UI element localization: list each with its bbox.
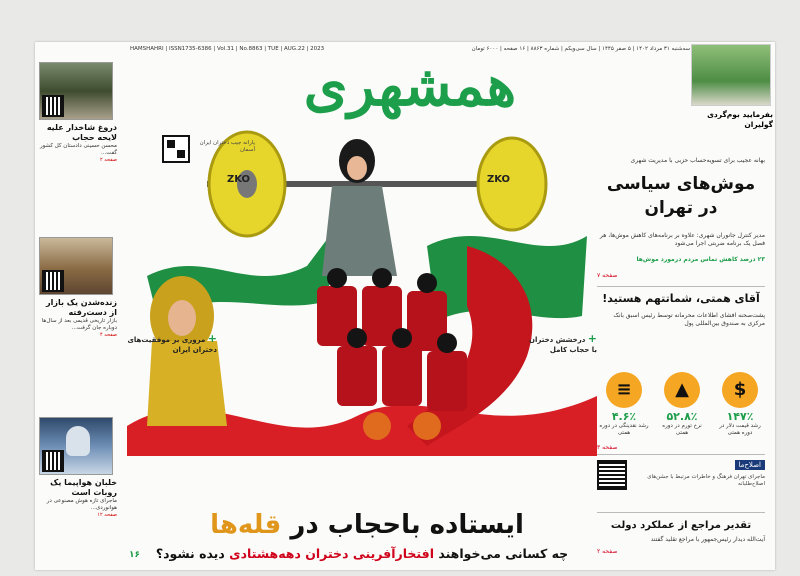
feature-illustration	[127, 126, 597, 456]
third-page: صفحه ۲	[597, 548, 618, 555]
right-main-page: صفحه ۷	[597, 272, 618, 279]
left-story-2-page: صفحه ۴	[100, 332, 117, 338]
note-right[interactable]	[527, 334, 597, 355]
stats-row	[597, 372, 765, 452]
qr-code-icon	[42, 95, 64, 117]
left-story-3-body: ماجرای تازه هوش مصنوعی در هوانوردی...	[46, 498, 117, 511]
stat-value: ۴.۶٪	[611, 410, 637, 423]
reform-box[interactable]	[597, 460, 765, 500]
basketball	[363, 412, 391, 440]
left-story-2-headline: زنده‌شدن یک بازار از دست‌رفته	[46, 298, 117, 317]
money-stack-icon: ≡	[606, 372, 642, 408]
main-kicker: بهانه عجیب برای تسویه‌حساب حزبی با مدیریت شهری	[630, 157, 765, 164]
center-feature	[127, 126, 597, 570]
left-story-2[interactable]	[39, 237, 117, 338]
feature-photo	[127, 126, 597, 456]
right-column	[595, 42, 773, 570]
stat-caption: نرخ تورم در دوره همتی	[662, 423, 702, 436]
basketball	[413, 412, 441, 440]
left-story-3[interactable]	[39, 417, 117, 518]
left-story-1-body: محسن حسینی دادستان کل کشور گفت...	[39, 143, 117, 156]
newspaper-logo: همشهری	[303, 53, 517, 119]
dollar-icon: $	[722, 372, 758, 408]
left-story-1-page: صفحه ۲	[100, 157, 117, 163]
plate-label-left: ZKO	[227, 174, 251, 185]
plate-label-right: ZKO	[487, 174, 511, 185]
girl-face	[168, 300, 196, 336]
center-page-number: ۱۶	[129, 550, 140, 560]
stat-dollar	[715, 372, 765, 437]
center-top-note: یارانه جیب دختران ایران آسمان	[199, 140, 255, 153]
parliament-photo	[39, 62, 113, 120]
subhead	[137, 546, 587, 561]
subhead-part-3: دیده نشود؟	[155, 546, 225, 561]
qr-code-icon	[42, 450, 64, 472]
reform-badge: اصلاح‌ما	[735, 460, 765, 470]
stat-value: ۵۲.۸٪	[666, 410, 698, 423]
left-column	[39, 62, 117, 562]
newspaper-front-page	[35, 42, 775, 570]
subhead-part-2: افتخارآفرینی دختران دهه‌هشتادی	[229, 546, 434, 561]
third-body: آیت‌الله دیدار رئیس‌جمهور با مراجع تقلید گفتند	[650, 536, 765, 543]
plus-icon: +	[587, 332, 597, 345]
robot-photo	[39, 417, 113, 475]
bazaar-photo	[39, 237, 113, 295]
center-qr-code-icon	[163, 136, 189, 162]
qr-code-icon	[597, 460, 627, 490]
stat-caption: رشد قیمت دلار در دوره همتی	[719, 423, 761, 436]
stat-caption: رشد نقدینگی در دوره همتی	[599, 423, 649, 436]
meta-english: HAMSHAHRI | ISSN1735-6386 | Vol.31 | No.8863 | TUE | AUG.22 | 2023	[130, 46, 325, 52]
right-main-bullet: ۲۳ درصد کاهش تماس مردم درمورد موش‌ها	[636, 256, 765, 263]
left-story-2-body: بازار تاریخی قدیمی بعد از سال‌ها دوباره جان گرفت...	[41, 318, 117, 331]
qr-code-icon	[42, 270, 64, 292]
second-body: پشت‌صحنه افشای اطلاعات محرمانه توسط رئیس اسبق بانک مرکزی به صندوق بین‌المللی پول	[613, 312, 765, 327]
second-headline[interactable]: آقای همتی، شماتتهم هستید!	[602, 292, 760, 305]
left-story-3-headline: خلبان هواپیما یک روبات است	[50, 478, 117, 497]
promo-photo	[691, 44, 771, 106]
meta-persian: سه‌شنبه ۳۱ مرداد ۱۴۰۲ | ۵ صفر ۱۴۴۵ | سال سی‌ویکم | شماره ۸۸۶۳ | ۱۶ صفحه | ۶۰۰۰ تومان	[471, 46, 690, 52]
note-left[interactable]	[127, 334, 217, 355]
lifter-face	[347, 156, 367, 180]
lifter-body	[322, 186, 397, 276]
divider	[597, 454, 765, 455]
plus-icon: +	[207, 332, 217, 345]
second-page: صفحه ۳	[597, 444, 618, 451]
stat-liquidity	[599, 372, 649, 437]
right-main-headline[interactable]: موش‌های سیاسی در تهران	[606, 174, 756, 218]
left-story-3-page: صفحه ۱۲	[97, 512, 117, 518]
subhead-part-1: چه کسانی می‌خواهند	[438, 546, 569, 561]
right-main-body: مدیر کنترل جانوران شهری: علاوه بر برنامه‌های کاهش موش‌ها، هر فصل یک برنامه ضربتی اجرا می‌شود	[599, 232, 765, 247]
chart-up-icon: ▲	[664, 372, 700, 408]
left-story-1-headline: دروغ شاخدار علیه لایحه حجاب	[46, 123, 117, 142]
headline-part-2: قله‌ها	[210, 510, 282, 540]
headline-part-1: ایستاده باحجاب در	[290, 510, 524, 540]
stat-inflation	[657, 372, 707, 437]
note-left-text: مروری بر موفقیت‌های دختران ایران	[127, 336, 217, 354]
main-headline[interactable]	[167, 510, 567, 540]
stat-value: ۱۴۷٪	[726, 410, 754, 423]
divider	[597, 512, 765, 513]
reform-body: ماجرای تهران فرهنگ و خاطرات مرتبط با جشن‌های اصلاح‌طلبانه	[647, 474, 765, 487]
divider	[597, 286, 765, 287]
note-right-text: درخشش دختران با حجاب کامل	[528, 336, 597, 354]
promo-box[interactable]	[691, 44, 773, 142]
robot-head-icon	[66, 426, 90, 456]
left-story-1[interactable]	[39, 62, 117, 163]
promo-title: بفرمایید بوم‌گردی گولیران	[707, 110, 773, 129]
third-headline[interactable]: تقدیر مراجع از عملکرد دولت	[610, 520, 752, 531]
